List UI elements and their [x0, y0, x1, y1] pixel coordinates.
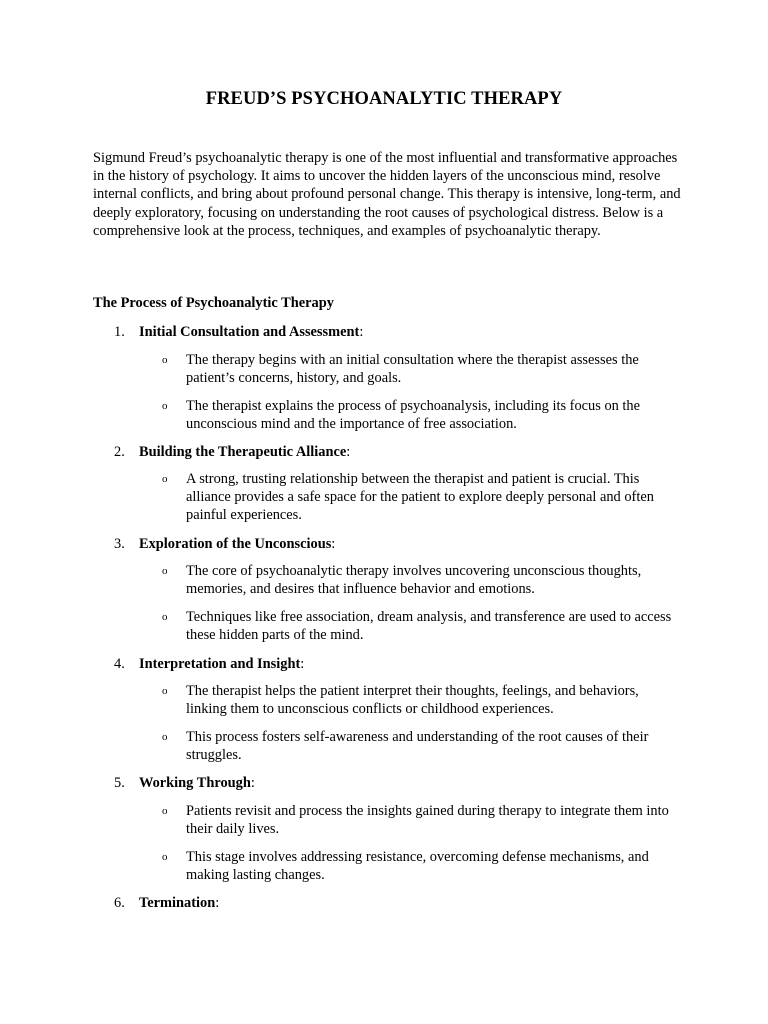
bullet-text: The therapist explains the process of psychoanalysis, including its focus on the unconscious mind and the importance of free association. — [186, 398, 641, 433]
step-title-suffix: : — [250, 775, 255, 791]
step-number: 6. — [114, 895, 125, 911]
bullet-marker: o — [162, 731, 168, 743]
section-heading: The Process of Psychoanalytic Therapy — [93, 295, 334, 311]
step-heading-text — [139, 894, 219, 912]
step-title: Interpretation and Insight — [139, 656, 301, 672]
step-title: Working Through — [139, 775, 251, 791]
step-heading-text — [139, 774, 255, 792]
bullet-text: The core of psychoanalytic therapy involves uncovering unconscious thoughts, memories, and desires that influence behavior and emotions. — [186, 563, 642, 598]
bullet-marker: o — [162, 611, 168, 623]
intro-paragraph: Sigmund Freud’s psychoanalytic therapy is one of the most influential and transformative approaches in the history of psychology. It aims to uncover the hidden layers of the unconscious mind, resolve internal conflicts, and bring about profound personal change. This therapy is intensive, long-term, and deeply exploratory, focusing on understanding the root causes of psychological distress. Below is a comprehensive look at the process, techniques, and examples of psychoanalytic therapy. — [93, 150, 681, 239]
step-title-suffix: : — [300, 656, 305, 672]
bullet-marker: o — [162, 354, 168, 366]
bullet-text: The therapy begins with an initial consultation where the therapist assesses the patient’s concerns, history, and goals. — [186, 352, 639, 387]
bullet-text: The therapist helps the patient interpret their thoughts, feelings, and behaviors, linking them to unconscious conflicts or childhood experiences. — [186, 683, 639, 718]
step-title: Building the Therapeutic Alliance — [139, 444, 347, 460]
step-number: 2. — [114, 444, 125, 460]
bullet-marker: o — [162, 400, 168, 412]
step-title-suffix: : — [331, 536, 336, 552]
step-title: Initial Consultation and Assessment — [139, 324, 360, 340]
bullet-text: Patients revisit and process the insights gained during therapy to integrate them into their daily lives. — [186, 803, 669, 838]
bullet-text: This stage involves addressing resistance, overcoming defense mechanisms, and making lasting changes. — [186, 849, 649, 884]
bullet-marker: o — [162, 851, 168, 863]
bullet-text: A strong, trusting relationship between the therapist and patient is crucial. This alliance provides a safe space for the patient to explore deeply personal and often painful experiences. — [186, 471, 654, 524]
step-title-suffix: : — [359, 324, 364, 340]
step-heading-text — [139, 443, 350, 461]
step-number: 3. — [114, 536, 125, 552]
step-title: Exploration of the Unconscious — [139, 536, 332, 552]
bullet-marker: o — [162, 685, 168, 697]
bullet-marker: o — [162, 565, 168, 577]
step-title-suffix: : — [346, 444, 351, 460]
step-number: 4. — [114, 656, 125, 672]
bullet-marker: o — [162, 805, 168, 817]
step-number: 1. — [114, 324, 125, 340]
bullet-marker: o — [162, 473, 168, 485]
document-title: FREUD’S PSYCHOANALYTIC THERAPY — [205, 89, 563, 109]
bullet-text: This process fosters self-awareness and understanding of the root causes of their struggles. — [186, 729, 649, 764]
step-title-suffix: : — [215, 895, 220, 911]
bullet-text: Techniques like free association, dream analysis, and transference are used to access these hidden parts of the mind. — [186, 609, 672, 644]
step-heading-text — [139, 323, 363, 341]
step-heading-text — [139, 535, 335, 553]
step-number: 5. — [114, 775, 125, 791]
step-title: Termination — [139, 895, 216, 911]
step-heading-text — [139, 655, 304, 673]
